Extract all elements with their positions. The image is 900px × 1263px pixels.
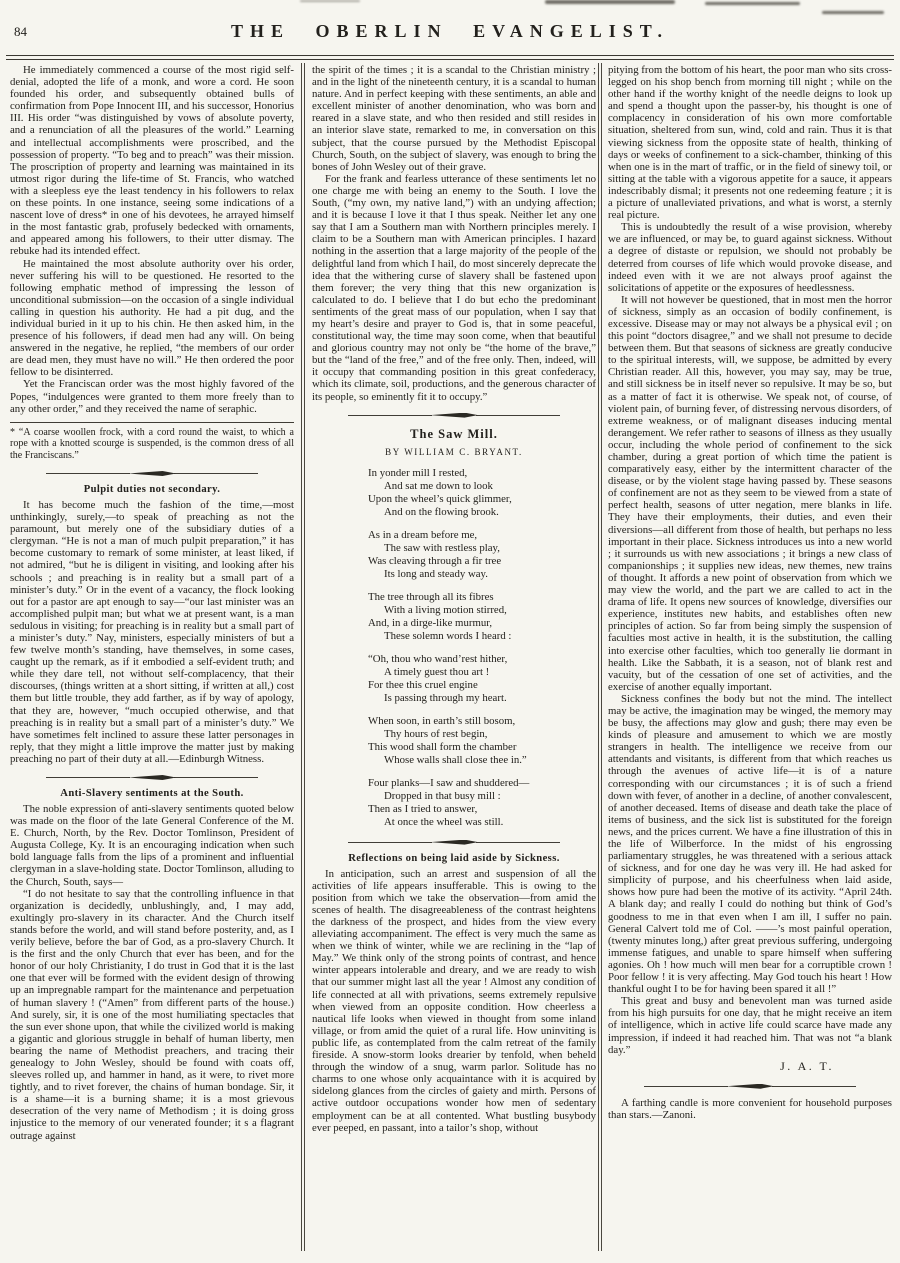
column-3 <box>608 64 892 1121</box>
ink-smudge <box>300 0 360 2</box>
body-paragraph: A farthing candle is more convenient for household purposes than stars.—Zanoni. <box>608 1096 892 1121</box>
poem-stanza <box>368 529 596 581</box>
poem-line: A timely guest thou art ! <box>384 665 490 678</box>
poem-title: The Saw Mill. <box>410 426 498 441</box>
poem-line: With a living motion stirred, <box>384 603 507 616</box>
body-paragraph: Sickness confines the body but not the mind. The intellect may be active, the imagination may be winged, the memory may be busy, the affections may glow and gush; there may even be kinds of pleasure and amusement to which we are mostly strangers in health. The intelligence we receive from our attendants and visitants, is different from that which reaches us through the avenues of active life—it is of a nature corresponding with our circumstances ; it is of such a friend down with fever, of another in a decline, of another convalescent, of another deceased. Items of disease and death take the place of items of business, and the sick list is substituted for the foreign news, and the prices current. We have a fine illustration of this in the life of Wilberforce. In the midst of his engrossing parliamentary struggles, he was threatened with a serious attack of sickness, and for one day he was very ill. He had asked for simplicity of purpose, and his cheerfulness when laid aside, shows how pure had been the motive of its activity. “April 24th. A blank day; and really I could do nothing but think of God’s goodness to me in that even when I am ill, I suffer no pain. General Calvert told me of Col. ——’s most painful operation, (twenty minutes long,) after great previous suffering, undergoing immense fatigues, and unable to spare himself when suffering agonies. Oh ! how much will men bear for a corruptible crown ! Poor fellow ! it is very affecting. May God touch his heart ! How thankful ought I to be for having been spared it all !” <box>608 692 892 996</box>
divider-line <box>476 842 560 843</box>
poem-line: At once the wheel was still. <box>384 815 504 828</box>
poem-line: And sat me down to look <box>384 479 493 492</box>
author-initials: J. A. T. <box>780 1058 834 1073</box>
poem-line: Whose walls shall close thee in.” <box>384 753 527 766</box>
article-heading: Pulpit duties not secondary. <box>83 483 221 495</box>
masthead-title: THE OBERLIN EVANGELIST. <box>231 21 669 41</box>
divider-line <box>46 473 130 474</box>
poem-stanza <box>368 715 596 767</box>
footnote: * “A coarse woollen frock, with a cord round the waist, to which a rope with a knotted scourge is suspended, is the common dress of all the Franciscans.” <box>10 422 294 461</box>
divider-diamond-icon <box>726 1084 774 1089</box>
poem-line: These solemn words I heard : <box>384 629 512 642</box>
divider-diamond-icon <box>430 840 478 845</box>
continued-paragraph: the spirit of the times ; it is a scandal to the Christian ministry ; and in the light of the nineteenth century, it is a scandal to human nature. And in perfect keeping with these sentiments, an able and excellent minister of another denomination, who was born and reared in a slave state, and who then resided and still resides in an interior slave state, remarked to me, in conversation on this subject, that the course pursued by the Methodist Episcopal Church, South, on the subject of slavery, was enough to bring the bones of John Wesley out of their grave. <box>312 64 596 173</box>
poem-line: When soon, in earth’s still bosom, <box>368 714 516 727</box>
column-2 <box>312 64 596 1134</box>
poem-line: In yonder mill I rested, <box>368 466 468 479</box>
divider-line <box>348 415 432 416</box>
continued-paragraph: pitying from the bottom of his heart, the poor man who sits cross-legged on his shop bench from morning till night ; while on the other hand if the worthy knight of the needle deigns to look up and spend a thought upon the passer-by, his thought is one of complacency in consideration of his own more comfortable situation, sheltered from sun, wind, cold and rain. Thus it is that viewing sickness from the opposite state of health, thinking of days or weeks of confinement to a sick-chamber, thinking of this when one is in the mart of traffic, or in the field of sinewy toil, or sitting at the table with a vigorous appetite for a sauce, it appears indescribably dismal; it presents not one redeeming feature ; it is a picture of unalleviated privations, and what is worst, a sternly real picture. <box>608 64 892 222</box>
body-paragraph: This great and busy and benevolent man was turned aside from his high pursuits for one day, that he might receive an item of intelligence, which in active life could scarce have made any impression, if indeed it had reached him. That was not “a blank day.” <box>608 995 892 1056</box>
body-paragraph: The noble expression of anti-slavery sentiments quoted below was made on the floor of the late General Conference of the M. E. Church, North, by the Rev. Doctor Tomlinson, President of Augusta College, Ky. It is an encouraging indication when such bold language falls from the lips of a prominent and influential clergyman in a slave-holding state. Doctor Tomlinson, alluding to the Church, South, says— <box>10 803 294 888</box>
body-paragraph: He maintained the most absolute authority over his order, never suffering his will to be questioned. He resorted to the following emphatic method of impressing the lesson of unconditional submission—on the occasion of a single individual calling in question his authority. He had a pit dug, and the individual buried in it up to his chin. He then asked him, in the presence of his followers, if dead men had any will. On being answered in the negative, he replied, “the members of our order are dead men, they must have no will.” He then ordered the poor fellow to be disinterred. <box>10 257 294 379</box>
body-paragraph: It will not however be questioned, that in most men the horror of sickness, simply as an occasion of bodily confinement, is excessive. Disease may or may not always be a physical evil ; on this point “doctors disagree,” and we shall not presume to decide between them. But that seasons of sickness are greatly conducive to the spiritual interests, will, we suppose, be admitted by every Christian reader. All this, however, you may say, may be true, and still sickness be in itself never so repulsive. It may be so, but as a matter of fact it is otherwise. We speak not, of course, of violent pain, of burning fever, of distressing nervous disorders, of extreme weakness, or of malignant diseases inducing mental derangement. We refer rather to seasons of illness as they usually occur, including the whole period of confinement to the sick chamber, during a great portion of which time the patient is comparatively easy, either by the intermittent character of the disease, or by the violent stage having passed by. These seasons of confinement are not as they seem to be viewed from a state of perfect health, seasons of utter negation, mere blanks in life. They have their employments, their duties, and even their diversions—all different from those of health, but perhaps no less important in their place. Sickness introduces us into a new world ; it surrounds us with new associations ; it brings a new class of companionships ; it supplies new ideas, new themes, new trains of thought. It affords a new point of observation from which we may view the world, and the part we are called to act in the drama of life. It opens new sources of knowledge, diversifies our experience, institutes new habits, and establishes often new principles of action. So far from being simply the suspension of faculties most active in health, it is the substitution, the calling into exercise other faculties, which too generally lie dormant in health. Like the Sabbath, it is a season, not of blank rest and vacuity, but of the cessation of one set of activities, and the exercise of another equally important. <box>608 293 892 693</box>
ink-smudge <box>822 11 884 14</box>
body-paragraph: This is undoubtedly the result of a wise provision, whereby we are influenced, or may be, to guard against sickness. Without a degree of distaste or repulsion, we should not probably be deterred from courses of life which would provoke disease, and indeed even with it we are not always proof against the solicitations of appetite or the exposures of heedlessness. <box>608 221 892 294</box>
poem-line: Its long and steady way. <box>384 567 488 580</box>
poem-line: Four planks—I saw and shuddered— <box>368 776 530 789</box>
poem-line: As in a dream before me, <box>368 528 478 541</box>
poem-stanza <box>368 653 596 705</box>
divider-diamond-icon <box>128 471 176 476</box>
divider-line <box>476 415 560 416</box>
body-paragraph: Yet the Franciscan order was the most highly favored of the Popes, “indulgences were granted to them more freely than to any other order,” and they received the name of seraphic. <box>10 378 294 415</box>
section-divider-ornament <box>348 839 560 846</box>
poem-line: Was cleaving through a fir tree <box>368 554 502 567</box>
column-separator-rule <box>598 63 602 1251</box>
body-paragraph: It has become much the fashion of the time,—most unthinkingly, surely,—to speak of preaching as not the paramount, but merely one of the subsidiary duties of a clergyman. “He is not a man of much pulpit preparation,” it has become customary to remark of some minister, at least liked, if not admired, “but he is diligent in visiting, and looking after his schools ; and preaching is in reality but a small part of a minister’s duty.” Or in the event of a vacancy, the flock looking out for a pastor are apt enough to say—“our last minister was an accomplished pulpit man; but what we at present want, is a man sedulous in visiting; for preaching is in reality but a small part of a minister’s duty.” Nay, ministers, especially ministers of but a few twelve month’s standing, have themselves, in some cases, caught up the remark, as if it embodied a self-evident truth; and while they dare tell, not without self-complacency, that their discourses, (things written at a short sitting, if written at all,) cost them but little trouble, they add farther, as if by way of apology, that they are, however, “much occupied otherwise, and that preaching is in reality but a small part of a minister’s duty.” We have sometimes felt inclined to assure these latter personages in reply, that they might a little improve the matter just by making preaching no part of their duty at all.—Edinburgh Witness. <box>10 498 294 765</box>
poem-byline: BY WILLIAM C. BRYANT. <box>385 446 523 457</box>
section-divider-ornament <box>644 1083 856 1090</box>
body-paragraph: “I do not hesitate to say that the controlling influence in that organization is decidedly, unblushingly, and, I may add, exultingly pro-slavery in its character. And the Church itself stands before the world, and will stand before posterity, and, as I verily believe, before the bar of God, as a pro-slavery Church. It is the first and the only Church that ever has been, and for the honor of our holy Christianity, I do trust in God that it is the last one that ever will be formed with the evident design of throwing up an impregnable rampart for the maintenance and perpetuation of human slavery ! (“Amen” from different parts of the house.) And surely, sir, it is one of the most humiliating spectacles that the sun ever shone upon, that while the civilized world is making a gigantic and glorious struggle in behalf of human liberty, men bearing the name of Methodist preachers, and tracing their genealogy to John Wesley, should be found with coats off, sleeves rolled up, and hammer in hand, as it were, to rivet more tightly, and to rivet forever, the chains of human bondage. Sir, it is a shame—it is a burning shame; it is a most grievous desecration of the very name of Methodism ; it is doing gross injustice to the memory of our venerated founder; it s a flagrant outrage against <box>10 887 294 1142</box>
poem-stanza <box>368 467 596 519</box>
poem-line: And on the flowing brook. <box>384 505 499 518</box>
poem-line: The saw with restless play, <box>384 541 500 554</box>
poem-line: For thee this cruel engine <box>368 678 478 691</box>
divider-line <box>348 842 432 843</box>
divider-line <box>644 1086 728 1087</box>
poem-line: The tree through all its fibres <box>368 590 494 603</box>
poem-stanza <box>368 591 596 643</box>
poem-line: Dropped in that busy mill : <box>384 789 501 802</box>
article-heading: Anti-Slavery sentiments at the South. <box>60 788 244 799</box>
article-heading: Reflections on being laid aside by Sickness. <box>348 852 560 864</box>
poem-line: Thy hours of rest begin, <box>384 727 488 740</box>
ink-smudge <box>545 0 675 4</box>
section-divider-ornament <box>348 412 560 419</box>
section-divider-ornament <box>46 470 258 477</box>
section-divider-ornament <box>46 774 258 781</box>
body-paragraph: For the frank and fearless utterance of these sentiments let no one charge me with being an enemy to the South. I love the South, (“my own, my native land,”) with an undying affection; and it is because I love it that I thus speak. Neither let any one say that I am a Southern man with Northern principles merely. I claim to be a Southern man with American principles. I hazard nothing in the assertion that a large majority of the people of the delightful land from which I hail, do most sincerely deprecate the idea that the withering curse of slavery shall be fastened upon them forever; the very thing that this new organization is calculated to do. I believe that I do but echo the predominant sentiments of the great mass of our population, when I say that my heart’s desire and prayer to God is, that in some peaceful, constitutional way, the time may soon come, when that beautiful and glorious country may not only be “the home of the brave,” but the “land of the free,” and of the free only. Then, indeed, will it occupy that commanding position in this great confederacy, which its climate, soil, productions, and the generous character of its people, so eminently fit it to occupy.” <box>312 172 596 403</box>
divider-line <box>772 1086 856 1087</box>
body-paragraph: In anticipation, such an arrest and suspension of all the activities of life appears insufferable. This is owing to the position from which we take the observation—from amid the scenes of health. The disagreeableness of the contrast heightens the darkness of the prospect, and hides from the view every alleviating accompaniment. The effect is very much the same as when we think of winter, while we are reclining in the “lap of May.” We think only of the strong points of contrast, and hence winter appears intolerable and dreary, and we are ready to wish that our summer might last all the year ! Almost any condition of life connected at all with privations, seems extremely repulsive when viewed from an opposite condition. How cheerless a nautical life looks when viewed in thought from some inland village, or from amid the quiet of a rural life. How uninviting is public life, as contemplated from the calm retreat of the family fireside. A snow-storm looks drearier by tenfold, when beheld through the window of a snug, warm parlor. Solitude has no charms to one whose only acquaintance with it is acquired by sidelong glances from the circles of gaiety and mirth. Persons of active outdoor occupations wonder how men of sedentary employment can be at all contented. What bustling busybody ever peeped, en passant, into a tailor’s shop, without <box>312 867 596 1134</box>
divider-line <box>174 473 258 474</box>
poem-stanza <box>368 777 596 829</box>
masthead-double-rule <box>6 55 894 60</box>
ink-smudge <box>705 2 800 5</box>
poem-line: Then as I tried to answer, <box>368 802 478 815</box>
poem-line: This wood shall form the chamber <box>368 740 517 753</box>
body-paragraph: He immediately commenced a course of the most rigid self-denial, adopted the life of a monk, and wore a cord. He soon founded his order, and subsequently obtained bulls of confirmation from Pope Innocent III, and his successor, Honorius III. His order “was distinguished by vows of absolute poverty, and a renunciation of all the pleasures of the world.” Learning and intellectual accomplishments were proscribed, and the possession of property. “To beg and to preach” was their mission. The proscription of property and learning was maintained in its utmost rigor during the life-time of St. Francis, who watched with a sleepless eye the least tendency in his followers to relax on these points. In one instance, seeing some indications of a nascent love of dress* in one of his devotees, he arrayed himself in the most fantastic grab, profusely bedecked with ornaments, and appeared among his followers, to their utter dismay. The rebuke had its intended effect. <box>10 64 294 258</box>
poem-line: Is passing through my heart. <box>384 691 507 704</box>
page-number: 84 <box>14 24 27 39</box>
divider-line <box>46 777 130 778</box>
column-1 <box>10 64 294 1142</box>
divider-line <box>174 777 258 778</box>
divider-diamond-icon <box>430 413 478 418</box>
poem-line: Upon the wheel’s quick glimmer, <box>368 492 512 505</box>
column-separator-rule <box>301 63 305 1251</box>
poem-line: “Oh, thou who wand’rest hither, <box>368 652 508 665</box>
poem-line: And, in a dirge-like murmur, <box>368 616 493 629</box>
divider-diamond-icon <box>128 775 176 780</box>
